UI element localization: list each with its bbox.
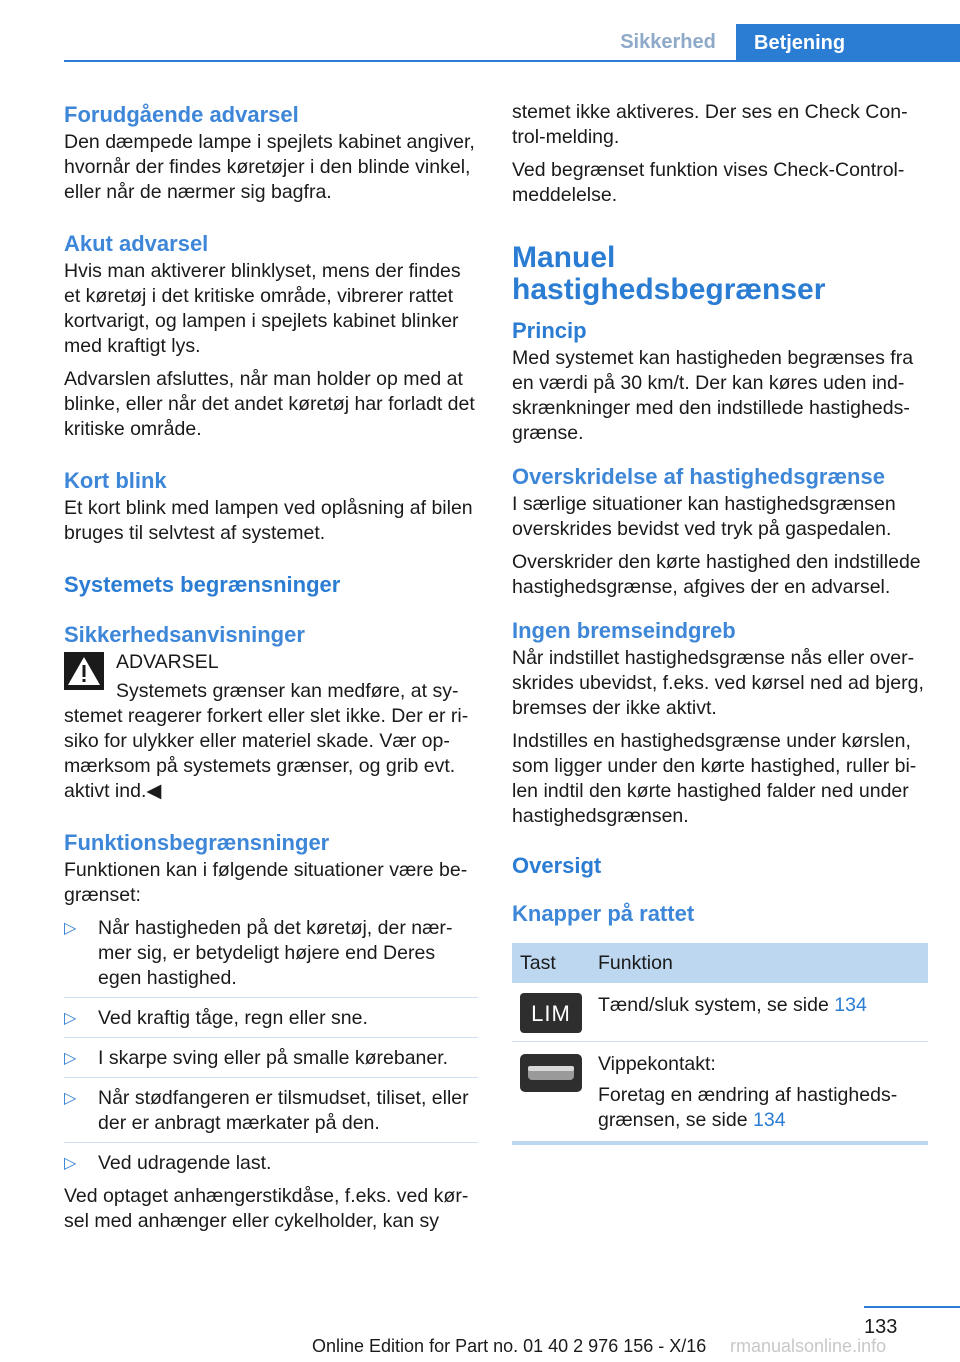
- column-header-tast: Tast: [512, 943, 590, 983]
- triangle-bullet-icon: ▷: [64, 1090, 77, 1107]
- heading-forudgaende: Forudgående advarsel: [64, 102, 299, 127]
- heading-overskridelse: Overskridelse af hastighedsgrænse: [512, 464, 885, 489]
- heading-systemets: Systemets begrænsninger: [64, 572, 341, 597]
- watermark: rmanualsonline.info: [730, 1336, 887, 1356]
- text-cont-1: stemet ikke aktiveres. Der ses en Check Control-melding.: [512, 101, 908, 148]
- row1-text: Tænd/sluk system, se side: [598, 994, 835, 1016]
- triangle-bullet-icon: ▷: [64, 1010, 77, 1027]
- tab-betjening[interactable]: Betjening: [736, 24, 960, 62]
- heading-funktion: Funktionsbegrænsninger: [64, 830, 330, 855]
- left-column: [64, 100, 478, 1242]
- text-cont-2: Ved begrænset funktion vises Check-Control-meddelelse.: [512, 159, 905, 206]
- list-item: ▷ Ved udragende last.: [64, 1152, 272, 1174]
- list-item: ▷ Ved kraftig tåge, regn eller sne.: [64, 1006, 478, 1038]
- heading-oversigt: Oversigt: [512, 853, 602, 878]
- heading-princip: Princip: [512, 318, 587, 343]
- column-header-funktion: Funktion: [590, 943, 928, 983]
- lim-button-icon: LIM: [520, 993, 582, 1033]
- warning-title: ADVARSEL: [116, 651, 219, 673]
- text-forudgaende: Den dæmpede lampe i spejlets kabinet angiver, hvornår der findes køretøjer i den blinde vinkel, eller når de nærmer sig bagfra.: [64, 131, 475, 203]
- text-ingen-1: Når indstillet hastighedsgrænse nås eller overskrides ubevidst, f.eks. ved kørsel ned ad bjerg, bremses der ikke aktivt.: [512, 647, 924, 719]
- page-link-134[interactable]: 134: [834, 994, 867, 1016]
- warning-block: [64, 650, 478, 675]
- buttons-table: [512, 943, 928, 1145]
- rocker-switch-icon: [520, 1052, 582, 1094]
- triangle-bullet-icon: ▷: [64, 1155, 77, 1172]
- limitation-list: [64, 916, 478, 1182]
- tab-sikkerhed[interactable]: Sikkerhed: [620, 30, 716, 53]
- text-kort: Et kort blink med lampen ved oplåsning af bilen bruges til selvtest af systemet.: [64, 497, 473, 544]
- text-ingen-2: Indstilles en hastighedsgrænse under kørslen, som ligger under den kørte hastighed, ruller bilen indtil den kørte hastighed falder ned under hastighedsgrænsen.: [512, 730, 917, 827]
- heading-ingen: Ingen bremseindgreb: [512, 618, 736, 643]
- page-link-134[interactable]: 134: [753, 1109, 786, 1131]
- heading-sikkerhed: Sikkerhedsanvisninger: [64, 622, 305, 647]
- triangle-bullet-icon: ▷: [64, 920, 77, 937]
- heading-akut: Akut advarsel: [64, 231, 209, 256]
- text-princip: Med systemet kan hastigheden begrænses fra en værdi på 30 km/t. Der kan køres uden indskrænkninger med den indstillede hastighedsgrænse.: [512, 347, 914, 444]
- text-over-2: Overskrider den kørte hastighed den indstillede hastighedsgrænse, afgives der en advarsel.: [512, 551, 921, 598]
- text-akut-2: Advarslen afsluttes, når man holder op med at blinke, eller når det andet køretøj har forladt det kritiske område.: [64, 368, 475, 440]
- edition-note: Online Edition for Part no. 01 40 2 976 156 - X/16: [312, 1336, 707, 1356]
- text-funktion: Funktionen kan i følgende situationer være begrænset:: [64, 859, 468, 906]
- text-over-1: I særlige situationer kan hastighedsgrænsen overskrides bevidst ved tryk på gaspedalen.: [512, 493, 896, 540]
- list-item: ▷ Når stødfangeren er tilsmudset, tiliset, eller der er anbragt mærkater på den.: [64, 1086, 478, 1143]
- text-anhaenger: Ved optaget anhængerstikdåse, f.eks. ved kørsel med anhænger eller cykelholder, kan sy: [64, 1185, 469, 1232]
- triangle-bullet-icon: ▷: [64, 1050, 77, 1067]
- row2-text: Foretag en ændring af hastighedsgrænsen, se side: [598, 1084, 898, 1131]
- list-item: ▷ Når hastigheden på det køretøj, der nærmer sig, er betydeligt højere end Deres egen hastighed.: [64, 916, 478, 998]
- row2-label: Vippekontakt:: [598, 1053, 716, 1075]
- heading-knapper: Knapper på rattet: [512, 901, 695, 926]
- heading-manuel: Manuel hastighedsbegrænser: [512, 241, 826, 306]
- table-row: [512, 983, 928, 1042]
- table-row: [512, 1042, 928, 1144]
- list-item: ▷ I skarpe sving eller på smalle kørebaner.: [64, 1046, 478, 1078]
- footer-rule: [864, 1306, 960, 1308]
- warning-text: Systemets grænser kan medføre, at systemet reagerer forkert eller slet ikke. Der er risiko for ulykker eller materiel skade. Vær opmærksom på systemets grænser, og grib evt. aktivt ind.◀: [64, 680, 469, 802]
- right-column: [512, 100, 928, 1145]
- warning-triangle-icon: [64, 652, 104, 690]
- text-akut-1: Hvis man aktiverer blinklyset, mens der findes et køretøj i det kritiske område, vibrerer rattet kortvarigt, og lampen i spejlets kabinet blinker med kraftigt lys.: [64, 260, 461, 357]
- heading-kort: Kort blink: [64, 468, 167, 493]
- page-number: 133: [864, 1316, 898, 1338]
